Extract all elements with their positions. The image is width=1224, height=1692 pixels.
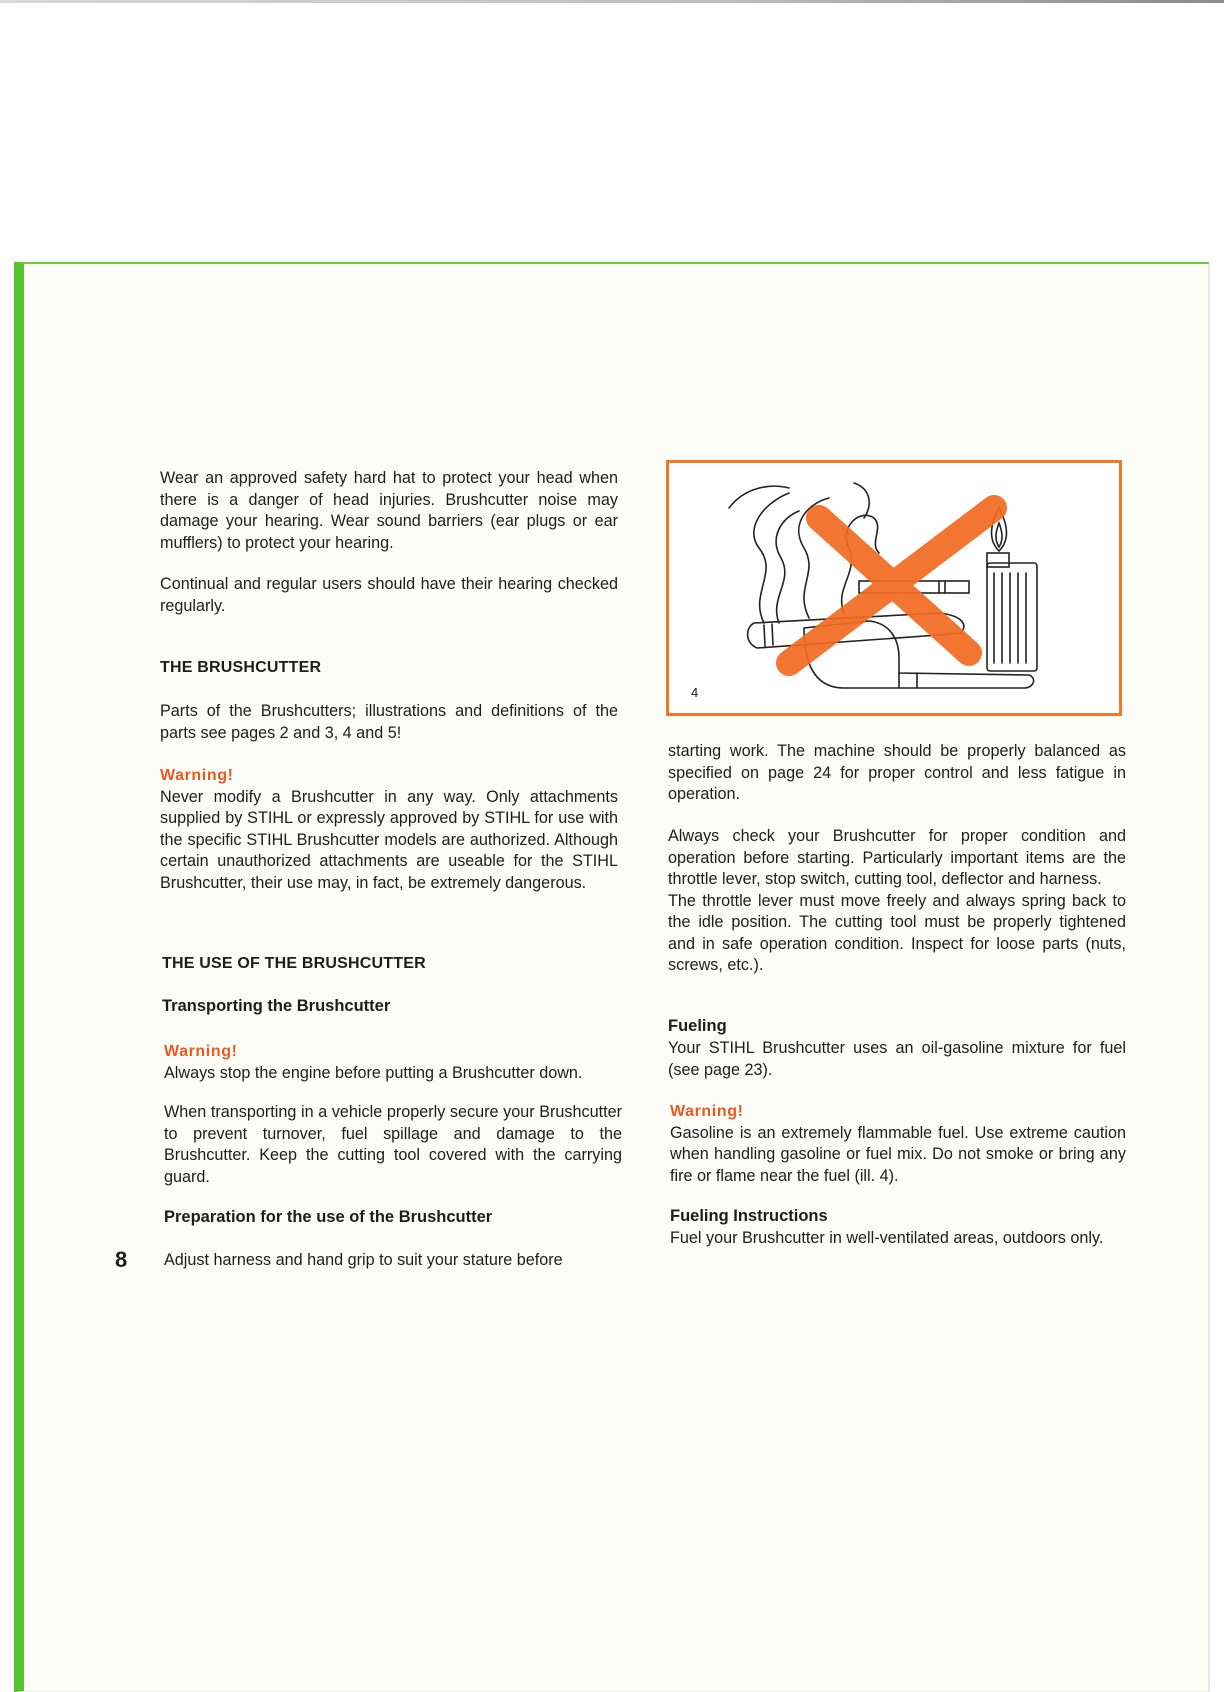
prohibition-cross-icon bbox=[789, 508, 994, 663]
subheading-preparation: Preparation for the use of the Brushcutter bbox=[164, 1208, 493, 1226]
harness-paragraph bbox=[164, 1250, 624, 1272]
warning-modify bbox=[160, 765, 618, 894]
fuel-mixture-paragraph bbox=[668, 1038, 1126, 1081]
illustration-number: 4 bbox=[691, 685, 699, 700]
no-smoking-illustration bbox=[666, 460, 1122, 716]
subheading-fueling: Fueling bbox=[668, 1017, 727, 1035]
page-number: 8 bbox=[115, 1247, 128, 1272]
warning-label: Warning! bbox=[160, 767, 234, 784]
throttle-text: The throttle lever must move freely and always spring back to the idle position. The cutting tool must be properly tightened and in safe operation condition. Inspect for loose parts (nuts, screws, etc.). bbox=[668, 891, 1126, 974]
warning-gasoline-text: Gasoline is an extremely flammable fuel. Use extreme caution when handling gasoline or fuel mix. Do not smoke or bring any fire or flame near the fuel (ill. 4). bbox=[670, 1123, 1126, 1185]
scan-top-edge bbox=[0, 0, 1224, 3]
parts-text: Parts of the Brushcutters; illustrations and definitions of the parts see pages 2 and 3, 4 and 5! bbox=[160, 702, 618, 742]
warning-stop-engine bbox=[164, 1041, 622, 1084]
warning-label: Warning! bbox=[164, 1043, 238, 1060]
hearing-check-paragraph bbox=[160, 574, 618, 617]
warning-gasoline bbox=[670, 1101, 1126, 1187]
heading-use-of-brushcutter: THE USE OF THE BRUSHCUTTER bbox=[162, 955, 426, 972]
fuel-mixture-text: Your STIHL Brushcutter uses an oil-gasoline mixture for fuel (see page 23). bbox=[668, 1039, 1126, 1079]
warning-modify-text: Never modify a Brushcutter in any way. Only attachments supplied by STIHL or expressly approved by STIHL for use with the specific STIHL Brushcutter models are authorized. Although certain unauthorized attachments are useable for the STIHL Brushcutter, their use may, in fact, be extremely dangerous. bbox=[160, 787, 618, 892]
balance-paragraph bbox=[668, 741, 1126, 806]
no-smoking-drawing bbox=[669, 463, 1119, 713]
balance-text: starting work. The machine should be properly balanced as specified on page 24 for proper control and less fatigue in operation. bbox=[668, 742, 1126, 803]
condition-check-paragraph bbox=[668, 826, 1126, 977]
smoke-icon bbox=[776, 511, 799, 623]
ventilation-text: Fuel your Brushcutter in well-ventilated areas, outdoors only. bbox=[670, 1229, 1104, 1247]
subheading-fueling-instructions: Fueling Instructions bbox=[670, 1207, 828, 1225]
heading-the-brushcutter: THE BRUSHCUTTER bbox=[160, 659, 322, 676]
warning-stop-engine-text: Always stop the engine before putting a Brushcutter down. bbox=[164, 1063, 583, 1082]
smoke-icon bbox=[754, 493, 789, 623]
subheading-transporting: Transporting the Brushcutter bbox=[162, 997, 391, 1015]
transport-vehicle-paragraph bbox=[164, 1102, 622, 1188]
transport-vehicle-text: When transporting in a vehicle properly secure your Brushcutter to prevent turnover, fuel spillage and damage to the Brushcutter. Keep the cutting tool covered with the carrying guard. bbox=[164, 1103, 622, 1186]
parts-paragraph bbox=[160, 701, 618, 744]
condition-check-text: Always check your Brushcutter for proper condition and operation before starting. Particularly important items are the throttle lever, stop switch, cutting tool, deflector and harness. bbox=[668, 827, 1126, 888]
harness-text: Adjust harness and hand grip to suit your stature before bbox=[164, 1251, 563, 1269]
warning-label: Warning! bbox=[670, 1103, 744, 1120]
smoke-icon bbox=[854, 483, 869, 518]
hard-hat-text: Wear an approved safety hard hat to protect your head when there is a danger of head injuries. Brushcutter noise may damage your hearing. Wear sound barriers (ear plugs or ear mufflers) to protect your hearing. bbox=[160, 469, 618, 552]
ventilation-paragraph bbox=[670, 1228, 1126, 1250]
hearing-check-text: Continual and regular users should have their hearing checked regularly. bbox=[160, 575, 618, 615]
hearing-protection-paragraph bbox=[160, 468, 618, 554]
